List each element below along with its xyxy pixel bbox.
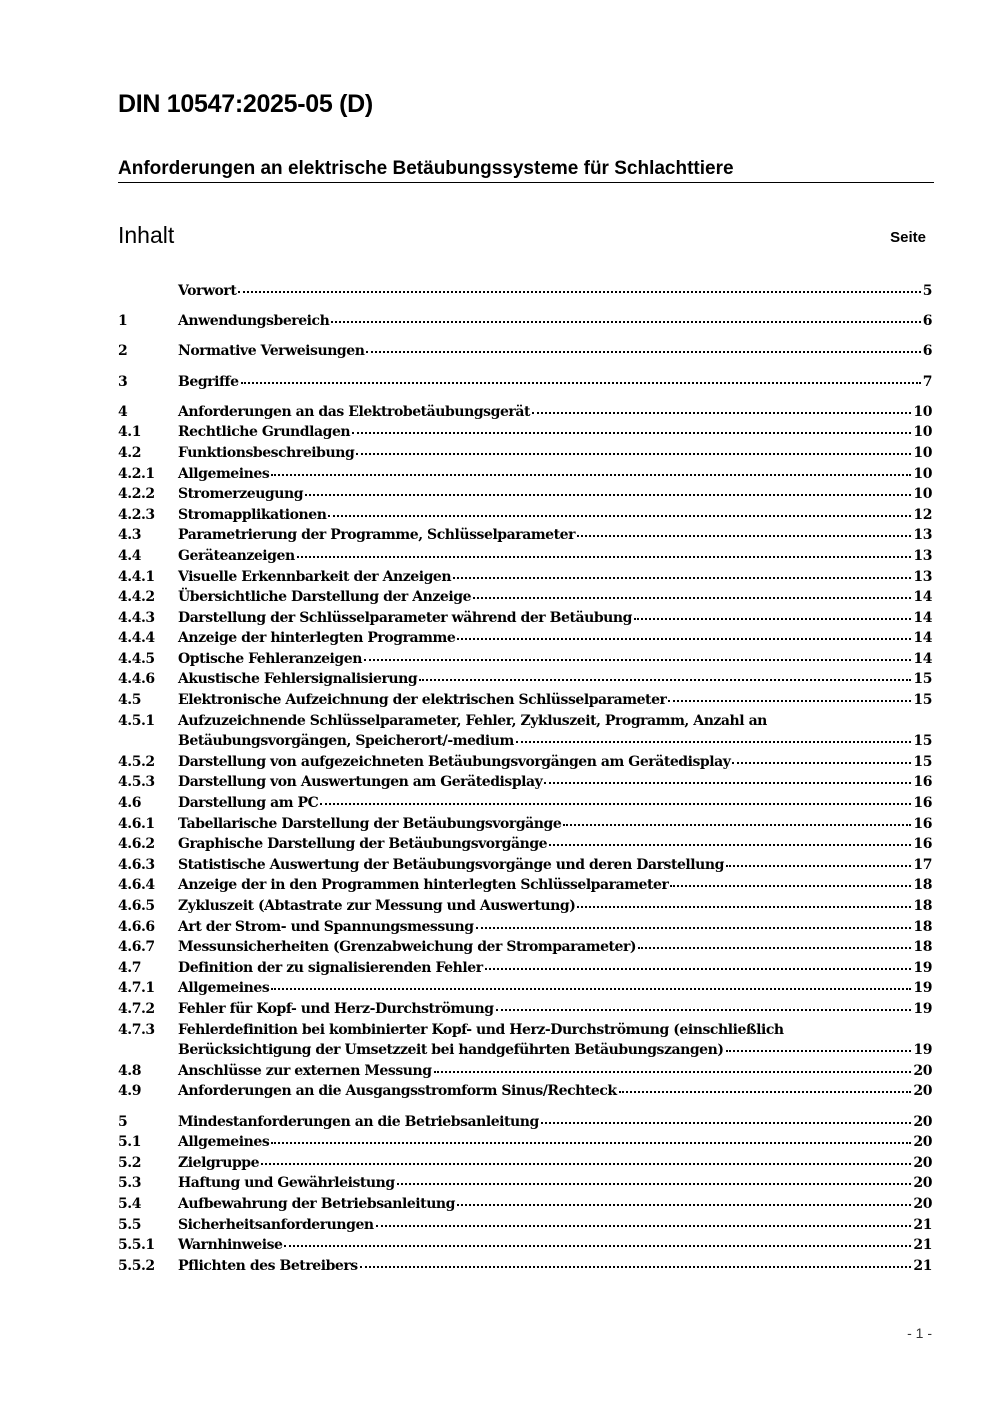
toc-entry-title: Akustische Fehlersignalisierung [178, 671, 418, 688]
toc-entry-page: 14 [913, 609, 932, 626]
toc-dot-leader [331, 320, 920, 323]
toc-entry-number: 4.6.1 [118, 815, 155, 832]
toc-dot-leader [670, 884, 911, 887]
toc-entry[interactable] [118, 505, 932, 526]
toc-entry-title: Statistische Auswertung der Betäubungsvorgänge und deren Darstellung [178, 856, 724, 873]
toc-entry-page: 10 [913, 444, 932, 461]
toc-entry-number: 4.6.2 [118, 836, 155, 853]
toc-entry-page: 18 [913, 918, 932, 935]
toc-dot-leader [485, 967, 912, 970]
toc-entry[interactable] [118, 793, 932, 814]
toc-entry-number: 4.5.3 [118, 774, 155, 791]
toc-entry-number: 4.4.6 [118, 671, 155, 688]
toc-entry-title: Graphische Darstellung der Betäubungsvorgänge [178, 836, 548, 853]
toc-entry-page: 20 [913, 1175, 932, 1192]
toc-entry-page: 6 [922, 343, 932, 360]
toc-dot-leader [496, 1008, 912, 1011]
toc-dot-leader [241, 381, 921, 384]
toc-entry-page: 20 [913, 1134, 932, 1151]
toc-entry-number: 4.5.1 [118, 712, 155, 729]
toc-entry-number: 4.6.3 [118, 856, 155, 873]
toc-entry-title: Darstellung der Schlüsselparameter während der Betäubung [178, 609, 632, 626]
toc-entry[interactable] [118, 484, 932, 505]
toc-entry-page: 10 [913, 403, 932, 420]
toc-entry-page: 16 [913, 795, 932, 812]
toc-entry-number: 1 [118, 313, 128, 330]
toc-entry-page: 16 [913, 836, 932, 853]
toc-dot-leader [356, 452, 911, 455]
toc-entry-page: 6 [922, 313, 932, 330]
toc-entry-page: 14 [913, 650, 932, 667]
toc-dot-leader [638, 946, 911, 949]
toc-entry-title: Fehler für Kopf- und Herz-Durchströmung [178, 1000, 494, 1017]
page-number: - 1 - [907, 1325, 932, 1341]
toc-entry-page: 7 [922, 373, 932, 390]
toc-entry-page: 15 [913, 733, 932, 750]
toc-entry-page: 12 [913, 506, 932, 523]
toc-entry-page: 13 [913, 527, 932, 544]
toc-entry-page: 20 [913, 1195, 932, 1212]
toc-entry-page: 20 [913, 1154, 932, 1171]
toc-entry-title: Darstellung von aufgezeichneten Betäubungsvorgängen am Gerätedisplay [178, 753, 731, 770]
toc-entry[interactable] [118, 311, 932, 332]
toc-entry-number: 4.7.1 [118, 980, 155, 997]
toc-entry[interactable] [118, 546, 932, 567]
toc-entry[interactable] [118, 958, 932, 979]
toc-entry[interactable] [118, 1194, 932, 1215]
toc-entry-number: 2 [118, 343, 128, 360]
toc-entry-page: 15 [913, 753, 932, 770]
toc-page-column-label: Seite [890, 229, 926, 246]
toc-entry-title: Rechtliche Grundlagen [178, 424, 351, 441]
toc-entry-page: 10 [913, 465, 932, 482]
toc-entry-title: Übersichtliche Darstellung der Anzeige [178, 589, 472, 606]
toc-entry-number: 4.6.7 [118, 939, 155, 956]
toc-entry-title: Normative Verweisungen [178, 343, 365, 360]
toc-entry-title: Allgemeines [178, 980, 270, 997]
toc-entry[interactable] [118, 917, 932, 938]
toc-entry-page: 14 [913, 630, 932, 647]
toc-entry[interactable] [118, 525, 932, 546]
toc-entry[interactable] [118, 999, 932, 1020]
toc-dot-leader [320, 802, 911, 805]
document-id: DIN 10547:2025-05 (D) [118, 90, 373, 118]
toc-entry[interactable] [118, 752, 932, 773]
toc-entry-page: 20 [913, 1062, 932, 1079]
toc-entry-title: Fehlerdefinition bei kombinierter Kopf- und Herz-Durchströmung (einschließlich [178, 1021, 784, 1038]
toc-entry-title: Haftung und Gewährleistung [178, 1175, 395, 1192]
toc-entry-page: 10 [913, 424, 932, 441]
toc-entry-number: 4.4.1 [118, 568, 155, 585]
toc-entry-title: Anschlüsse zur externen Messung [178, 1062, 432, 1079]
toc-entry[interactable] [118, 711, 932, 752]
toc-entry-title: Messunsicherheiten (Grenzabweichung der Stromparameter) [178, 939, 637, 956]
toc-entry-number: 4.6.5 [118, 898, 155, 914]
toc-entry[interactable] [118, 608, 932, 629]
toc-entry-page: 14 [913, 589, 932, 606]
toc-dot-leader [457, 637, 911, 640]
toc-entry-title: Darstellung am PC [178, 795, 319, 812]
toc-dot-leader [434, 1070, 912, 1073]
toc-entry-title: Begriffe [178, 373, 239, 390]
toc-dot-leader [360, 1265, 912, 1268]
toc-entry-number: 4.2.3 [118, 506, 155, 523]
toc-dot-leader [726, 1049, 912, 1052]
toc-entry[interactable] [118, 567, 932, 588]
toc-entry-title: Anwendungsbereich [178, 313, 330, 330]
toc-entry-title: Zielgruppe [178, 1154, 260, 1171]
toc-entry-page: 19 [913, 959, 932, 976]
toc-heading: Inhalt [118, 222, 175, 248]
toc-entry-number: 4.2 [118, 444, 142, 461]
toc-dot-leader [352, 431, 911, 434]
toc-entry[interactable] [118, 587, 932, 608]
toc-entry-page: 21 [913, 1237, 932, 1254]
toc-dot-leader [284, 1244, 911, 1247]
toc-entry-page: 10 [913, 486, 932, 503]
toc-dot-leader [577, 905, 911, 908]
toc-dot-leader [563, 823, 911, 826]
toc-entry-number: 4.1 [118, 424, 142, 441]
toc-entry[interactable] [118, 443, 932, 464]
toc-entry-number: 4.4.4 [118, 630, 155, 647]
toc-entry-page: 21 [913, 1257, 932, 1274]
toc-entry-number: 5 [118, 1113, 128, 1130]
toc-entry-number: 4.5.2 [118, 753, 155, 770]
toc-entry-number: 4.4.2 [118, 589, 155, 606]
toc-entry[interactable] [118, 855, 932, 876]
toc-dot-leader [328, 514, 911, 517]
toc-entry-title: Pflichten des Betreibers [178, 1257, 358, 1274]
toc-dot-leader [376, 1224, 912, 1227]
toc-dot-leader [726, 864, 911, 867]
toc-entry-title: Aufbewahrung der Betriebsanleitung [178, 1195, 455, 1212]
toc-entry-title: Aufzuzeichnende Schlüsselparameter, Fehler, Zykluszeit, Programm, Anzahl an [178, 712, 767, 729]
toc-dot-leader [476, 926, 912, 929]
toc-entry-title: Art der Strom- und Spannungsmessung [178, 918, 474, 935]
toc-dot-leader [549, 843, 911, 846]
toc-entry-title: Mindestanforderungen an die Betriebsanleitung [178, 1113, 539, 1130]
toc-entry-title: Stromerzeugung [178, 486, 304, 503]
toc-entry[interactable] [118, 649, 932, 670]
toc-entry-number: 4.7.2 [118, 1000, 155, 1017]
toc-entry[interactable] [118, 1112, 932, 1133]
toc-entry[interactable] [118, 1081, 932, 1102]
toc-dot-leader [473, 596, 911, 599]
toc-dot-leader [366, 350, 920, 353]
toc-dot-leader [634, 617, 911, 620]
toc-entry-title: Visuelle Erkennbarkeit der Anzeigen [178, 568, 452, 585]
toc-entry-title: Optische Fehleranzeigen [178, 650, 362, 667]
toc-dot-leader [668, 699, 911, 702]
toc-entry[interactable] [118, 1153, 932, 1174]
toc-entry[interactable] [118, 341, 932, 362]
toc-entry-title-continued: Berücksichtigung der Umsetzzeit bei handgeführten Betäubungszangen) [178, 1042, 724, 1059]
toc-entry-title: Allgemeines [178, 465, 270, 482]
toc-entry-title: Anzeige der in den Programmen hinterlegten Schlüsselparameter [178, 877, 669, 894]
toc-entry-page: 15 [913, 692, 932, 709]
toc-entry[interactable] [118, 1215, 932, 1236]
toc-entry[interactable] [118, 281, 932, 302]
toc-dot-leader [577, 534, 911, 537]
toc-entry-page: 16 [913, 774, 932, 791]
toc-entry[interactable] [118, 1256, 932, 1277]
toc-entry-number: 5.3 [118, 1175, 142, 1192]
toc-entry-number: 5.2 [118, 1154, 142, 1171]
toc-dot-leader [261, 1162, 911, 1165]
toc-entry[interactable] [118, 464, 932, 485]
toc-dot-leader [364, 658, 911, 661]
toc-dot-leader [397, 1182, 912, 1185]
toc-entry-title: Darstellung von Auswertungen am Gerätedisplay [178, 774, 543, 791]
toc-entry-number: 5.5 [118, 1216, 142, 1233]
toc-entry-number: 4.5 [118, 692, 142, 709]
toc-entry-page: 17 [913, 856, 932, 873]
toc-entry-title-continued: Betäubungsvorgängen, Speicherort/-medium [178, 733, 514, 750]
toc-entry-title: Zykluszeit (Abtastrate zur Messung und Auswertung) [178, 898, 576, 914]
toc-entry-number: 5.4 [118, 1195, 142, 1212]
toc-entry-title: Anforderungen an das Elektrobetäubungsgerät [178, 403, 530, 420]
toc-entry-page: 18 [913, 898, 932, 914]
toc-entry-number: 4.3 [118, 527, 142, 544]
toc-entry-page: 13 [913, 568, 932, 585]
toc-entry-number: 4.4.3 [118, 609, 155, 626]
toc-dot-leader [297, 555, 912, 558]
toc-entry-number: 5.1 [118, 1134, 142, 1151]
toc-entry-number: 4.4.5 [118, 650, 155, 667]
toc-dot-leader [516, 740, 912, 743]
toc-entry-title: Tabellarische Darstellung der Betäubungsvorgänge [178, 815, 562, 832]
toc-entry-title: Sicherheitsanforderungen [178, 1216, 374, 1233]
toc-entry-page: 13 [913, 547, 932, 564]
toc-entry-title: Warnhinweise [178, 1237, 283, 1254]
toc-entry-number: 5.5.1 [118, 1237, 155, 1254]
toc-entry-title: Anforderungen an die Ausgangsstromform Sinus/Rechteck [178, 1083, 617, 1100]
toc-entry-title: Parametrierung der Programme, Schlüsselparameter [178, 527, 576, 544]
toc-entry-page: 18 [913, 939, 932, 956]
toc-entry-number: 4.4 [118, 547, 142, 564]
toc-entry[interactable] [118, 896, 932, 917]
toc-entry-number: 4.6.6 [118, 918, 155, 935]
toc-entry[interactable] [118, 978, 932, 999]
document-title: Anforderungen an elektrische Betäubungssysteme für Schlachttiere [118, 158, 934, 183]
toc-entry[interactable] [118, 1173, 932, 1194]
toc-entry-number: 4.9 [118, 1083, 142, 1100]
toc-dot-leader [238, 290, 920, 293]
toc-entry-number: 4.2.2 [118, 486, 155, 503]
toc-entry[interactable] [118, 814, 932, 835]
toc-dot-leader [271, 1141, 911, 1144]
toc-dot-leader [457, 1203, 911, 1206]
toc-entry[interactable] [118, 1235, 932, 1256]
toc-entry-page: 16 [913, 815, 932, 832]
toc-entry[interactable] [118, 1132, 932, 1153]
toc-entry[interactable] [118, 937, 932, 958]
toc-entry-number: 4.6 [118, 795, 142, 812]
toc-entry[interactable] [118, 1061, 932, 1082]
toc-entry[interactable] [118, 875, 932, 896]
toc-entry-title: Geräteanzeigen [178, 547, 295, 564]
toc-entry-number: 4.7.3 [118, 1021, 155, 1038]
toc-entry-page: 19 [913, 980, 932, 997]
toc-entry-number: 4.2.1 [118, 465, 155, 482]
toc-entry-number: 3 [118, 373, 128, 390]
toc-entry[interactable] [118, 402, 932, 423]
toc-entry-page: 19 [913, 1042, 932, 1059]
toc-dot-leader [532, 411, 911, 414]
toc-entry[interactable] [118, 422, 932, 443]
toc-entry-number: 4 [118, 403, 128, 420]
toc-entry[interactable] [118, 772, 932, 793]
toc-entry-page: 15 [913, 671, 932, 688]
toc-entry[interactable] [118, 1020, 932, 1061]
toc-dot-leader [271, 987, 911, 990]
toc-dot-leader [453, 576, 911, 579]
toc-entry-title: Anzeige der hinterlegten Programme [178, 630, 456, 647]
toc-entry-page: 19 [913, 1000, 932, 1017]
toc-dot-leader [419, 678, 911, 681]
toc-entry-title: Definition der zu signalisierenden Fehler [178, 959, 483, 976]
toc-entry-page: 18 [913, 877, 932, 894]
toc-entry[interactable] [118, 669, 932, 690]
toc-entry-number: 4.8 [118, 1062, 142, 1079]
toc-entry-page: 20 [913, 1083, 932, 1100]
toc-entry-number: 5.5.2 [118, 1257, 155, 1274]
toc-dot-leader [544, 781, 911, 784]
toc-entry-title: Stromapplikationen [178, 506, 327, 523]
toc-entry-page: 21 [913, 1216, 932, 1233]
toc-dot-leader [541, 1121, 912, 1124]
toc-entry-title: Funktionsbeschreibung [178, 444, 355, 461]
toc-entry[interactable] [118, 372, 932, 393]
toc-entry-title: Vorwort [178, 283, 237, 299]
toc-entry-page: 5 [922, 283, 932, 299]
table-of-contents [118, 281, 932, 1276]
toc-entry-title: Elektronische Aufzeichnung der elektrischen Schlüsselparameter [178, 692, 667, 709]
toc-entry[interactable] [118, 628, 932, 649]
toc-entry-page: 20 [913, 1113, 932, 1130]
toc-entry-number: 4.6.4 [118, 877, 155, 894]
toc-dot-leader [732, 761, 911, 764]
toc-entry-title: Allgemeines [178, 1134, 270, 1151]
toc-dot-leader [271, 473, 911, 476]
toc-entry-number: 4.7 [118, 959, 142, 976]
toc-dot-leader [305, 493, 911, 496]
toc-entry[interactable] [118, 690, 932, 711]
toc-dot-leader [619, 1090, 912, 1093]
toc-entry[interactable] [118, 834, 932, 855]
